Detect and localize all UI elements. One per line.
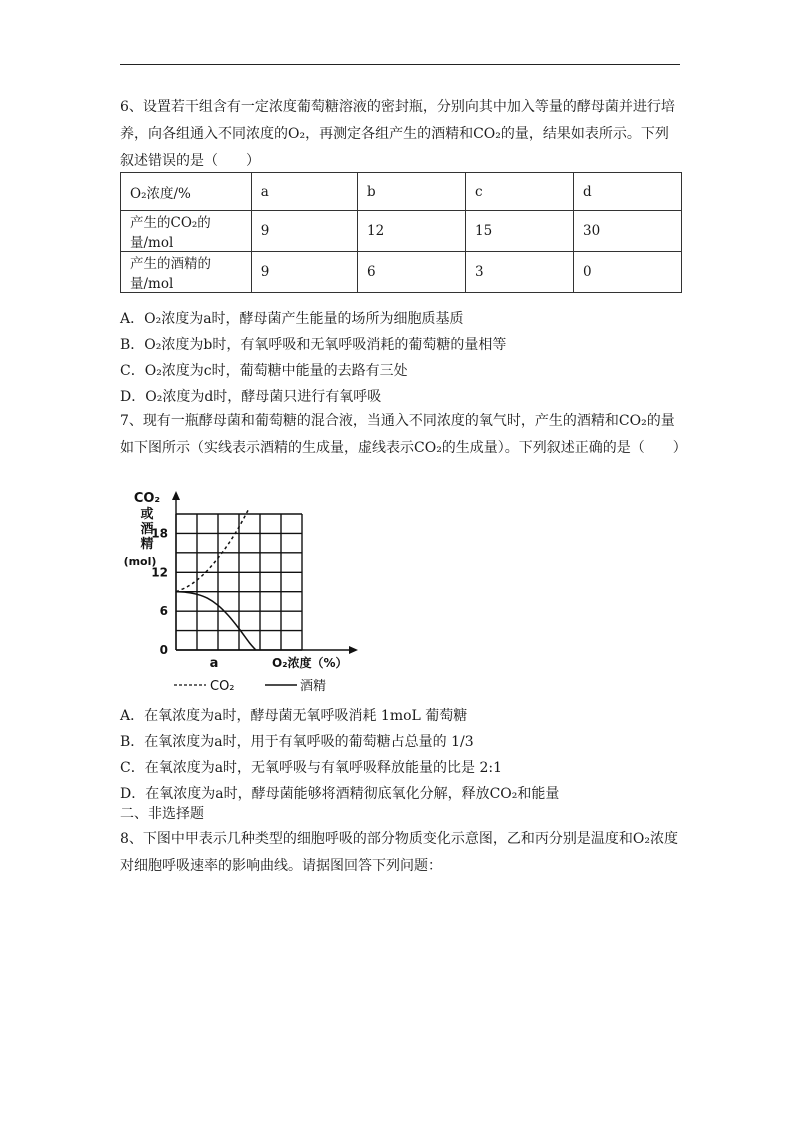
x-axis-arrow bbox=[349, 646, 358, 654]
y-axis-label-line: (mol) bbox=[123, 555, 157, 568]
question-8-stem: 8、下图中甲表示几种类型的细胞呼吸的部分物质变化示意图，乙和丙分别是温度和O₂浓度对细胞呼吸速率的影响曲线。请据图回答下列问题： bbox=[120, 831, 678, 874]
table-cell: a bbox=[251, 173, 357, 211]
table-cell: 12 bbox=[358, 211, 466, 252]
y-axis-label-line: 酒 bbox=[140, 522, 154, 537]
table-row bbox=[121, 173, 682, 211]
series-line-alcohol bbox=[176, 592, 256, 650]
legend-label: 酒精 bbox=[300, 679, 327, 694]
question-7-option-b: B．在氧浓度为a时，用于有氧呼吸的葡萄糖占总量的 1/3 bbox=[120, 734, 474, 750]
y-axis-label-line: 精 bbox=[140, 537, 154, 552]
question-6-option-d: D．O₂浓度为d时，酵母菌只进行有氧呼吸 bbox=[120, 389, 382, 405]
table-cell: d bbox=[573, 173, 681, 211]
table-row bbox=[121, 252, 682, 293]
question-7-chart bbox=[120, 485, 370, 700]
question-6-option-c: C．O₂浓度为c时，葡萄糖中能量的去路有三处 bbox=[120, 363, 408, 379]
table-cell: b bbox=[358, 173, 466, 211]
table-cell: O₂浓度/% bbox=[121, 173, 252, 211]
y-tick-label: 12 bbox=[151, 565, 168, 580]
question-6-option-b: B．O₂浓度为b时，有氧呼吸和无氧呼吸消耗的葡萄糖的量相等 bbox=[120, 337, 507, 353]
table-cell: c bbox=[466, 173, 574, 211]
y-axis-label-line: CO₂ bbox=[133, 491, 161, 506]
question-7-option-d: D．在氧浓度为a时，酵母菌能够将酒精彻底氧化分解，释放CO₂和能量 bbox=[120, 786, 560, 802]
question-6-stem: 6、设置若干组含有一定浓度葡萄糖溶液的密封瓶，分别向其中加入等量的酵母菌并进行培养，向各组通入不同浓度的O₂，再测定各组产生的酒精和CO₂的量，结果如表所示。下列叙述错误的是（ ） bbox=[120, 99, 675, 169]
x-axis-label: O₂浓度（%） bbox=[272, 656, 348, 670]
question-7-option-a: A．在氧浓度为a时，酵母菌无氧呼吸消耗 1moL 葡萄糖 bbox=[120, 708, 468, 724]
table-cell: 15 bbox=[466, 211, 574, 252]
table-cell: 产生的酒精的量/mol bbox=[121, 252, 252, 293]
y-tick-label: 18 bbox=[151, 526, 168, 541]
question-6-table bbox=[120, 172, 682, 293]
section-heading: 二、非选择题 bbox=[120, 806, 204, 822]
table-cell: 6 bbox=[358, 252, 466, 293]
table-cell: 0 bbox=[573, 252, 681, 293]
question-7-option-c: C．在氧浓度为a时，无氧呼吸与有氧呼吸释放能量的比是 2:1 bbox=[120, 760, 503, 776]
y-tick-label: 0 bbox=[159, 643, 168, 657]
table-cell: 产生的CO₂的量/mol bbox=[121, 211, 252, 252]
legend-label: CO₂ bbox=[210, 679, 235, 694]
table-cell: 3 bbox=[466, 252, 574, 293]
question-7-stem: 7、现有一瓶酵母菌和葡萄糖的混合液，当通入不同浓度的氧气时，产生的酒精和CO₂的量如下图所示（实线表示酒精的生成量，虚线表示CO₂的生成量）。下列叙述正确的是（ ） bbox=[120, 413, 687, 456]
table-cell: 9 bbox=[251, 211, 357, 252]
table-cell: 30 bbox=[573, 211, 681, 252]
y-tick-label: 6 bbox=[159, 604, 168, 619]
header-rule bbox=[120, 64, 680, 65]
y-axis-label-line: 或 bbox=[140, 507, 154, 522]
table-cell: 9 bbox=[251, 252, 357, 293]
x-tick-label: a bbox=[209, 656, 219, 671]
question-6-option-a: A．O₂浓度为a时，酵母菌产生能量的场所为细胞质基质 bbox=[120, 311, 464, 327]
table-row bbox=[121, 211, 682, 252]
y-axis-arrow bbox=[172, 491, 180, 500]
